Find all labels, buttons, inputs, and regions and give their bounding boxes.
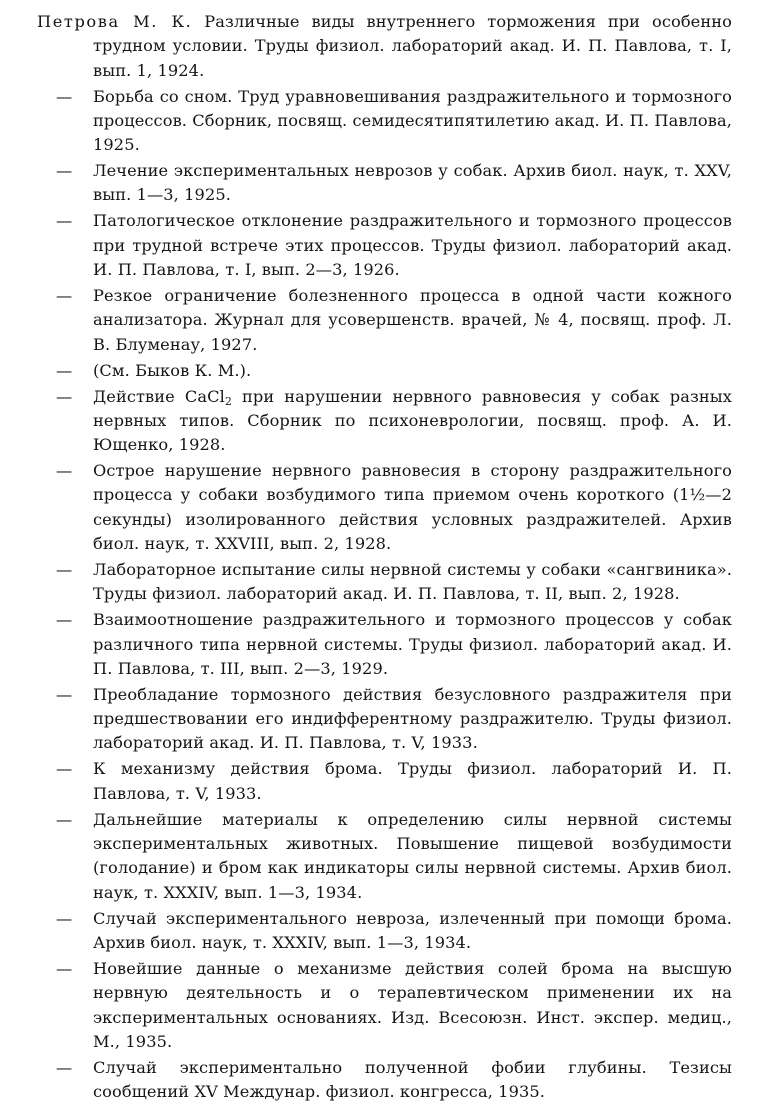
- bibliography-entry: [0, 957, 760, 1054]
- ditto-dash: —: [56, 759, 73, 779]
- entry-text: Взаимоотношение раздражительного и тормозного процессов у собак различного типа нервной системы. Труды физиол. лабораторий акад. И. П. Павлова, т. III, вып. 2—3, 1929.: [93, 610, 732, 678]
- entry-text: Патологическое отклонение раздражительного и тормозного процессов при трудной встрече этих процессов. Труды физиол. лабораторий акад. И. П. Павлова, т. I, вып. 2—3, 1926.: [93, 211, 732, 280]
- ditto-dash: —: [56, 360, 73, 380]
- bibliography-entry: [0, 209, 760, 282]
- ditto-dash: —: [56, 908, 73, 928]
- entry-text: Случай экспериментального невроза, излеченный при помощи брома. Архив биол. наук, т. XXXIV, вып. 1—3, 1934.: [93, 908, 732, 952]
- bibliography-entry: [0, 359, 760, 383]
- bibliography-entry: [0, 284, 760, 357]
- ditto-dash: —: [56, 809, 73, 829]
- entry-text: Дальнейшие материалы к определению силы нервной системы экспериментальных животных. Повышение пищевой возбудимости (голодание) и бром как индикаторы силы нервной системы. Архив биол. наук, т. XXXIV, вып. 1—3, 1934.: [93, 809, 732, 902]
- bibliography-entry: [0, 558, 760, 607]
- entry-text: Борьба со сном. Труд уравновешивания раздражительного и тормозного процессов. Сборник, посвящ. семидесятипятилетию акад. И. П. Павлова, 1925.: [93, 86, 732, 155]
- entry-text: Преобладание тормозного действия безусловного раздражителя при предшествовании его индифферентному раздражителю. Труды физиол. лабораторий акад. И. П. Павлова, т. V, 1933.: [93, 684, 732, 753]
- bibliography-entry: [0, 159, 760, 208]
- chemical-subscript: 2: [224, 394, 232, 408]
- entry-text: Лабораторное испытание силы нервной системы у собаки «сангвиника». Труды физиол. лабораторий акад. И. П. Павлова, т. II, вып. 2, 1928.: [93, 560, 732, 604]
- ditto-dash: —: [56, 286, 73, 306]
- bibliography-entry: [0, 608, 760, 681]
- bibliography-entry: [0, 1056, 760, 1105]
- entry-text: [93, 387, 732, 455]
- entry-text: К механизму действия брома. Труды физиол. лабораторий И. П. Павлова, т. V, 1933.: [93, 759, 732, 803]
- bibliography-entry: [0, 907, 760, 956]
- ditto-dash: —: [56, 610, 73, 630]
- entry-text-end: при нарушении нервного равновесия у собак разных нервных типов. Сборник по психоневрологии, посвящ. проф. А. И. Ющенко, 1928.: [93, 386, 733, 455]
- entry-text: Острое нарушение нервного равновесия в сторону раздражительного процесса у собаки возбудимого типа приемом очень короткого (1½—2 секунды) изолированного действия условных раздражителей. Архив биол. наук, т. XXVIII, вып. 2, 1928.: [93, 461, 732, 554]
- bibliography-entry: [0, 757, 760, 806]
- entry-text: Различные виды внутреннего торможения при особенно трудном условии. Труды физиол. лабораторий акад. И. П. Павлова, т. I, вып. 1, 1924.: [93, 12, 732, 80]
- bibliography-entry: [0, 385, 760, 458]
- entry-text: Резкое ограничение болезненного процесса в одной части кожного анализатора. Журнал для усовершенств. врачей, № 4, посвящ. проф. Л. В. Блуменау, 1927.: [93, 286, 732, 354]
- ditto-dash: —: [56, 684, 73, 704]
- bibliography-entry: [0, 459, 760, 556]
- ditto-dash: —: [56, 86, 73, 106]
- ditto-dash: —: [56, 211, 73, 231]
- bibliography-entry: [0, 808, 760, 905]
- ditto-dash: —: [56, 560, 73, 580]
- entry-text: Случай экспериментально полученной фобии глубины. Тезисы сообщений XV Междунар. физиол. конгресса, 1935.: [93, 1057, 732, 1102]
- ditto-dash: —: [56, 161, 73, 181]
- bibliography-page: [0, 10, 760, 1106]
- entry-text: Лечение экспериментальных неврозов у собак. Архив биол. наук, т. XXV, вып. 1—3, 1925.: [93, 161, 732, 205]
- ditto-dash: —: [56, 461, 73, 481]
- ditto-dash: —: [56, 1057, 73, 1077]
- bibliography-entry: [0, 683, 760, 756]
- entry-text-start: Действие CaCl: [93, 386, 225, 406]
- entry-text: Новейшие данные о механизме действия солей брома на высшую нервную деятельность и о терапевтическом применении их на экспериментальных основаниях. Изд. Всесоюзн. Инст. экспер. медиц., М., 1935.: [93, 958, 732, 1051]
- entry-author: Петрова М. К.: [37, 12, 193, 31]
- bibliography-entry: [0, 10, 760, 83]
- ditto-dash: —: [56, 958, 73, 978]
- ditto-dash: —: [56, 386, 73, 406]
- bibliography-entry: [0, 85, 760, 158]
- entry-text: (См. Быков К. М.).: [93, 360, 252, 380]
